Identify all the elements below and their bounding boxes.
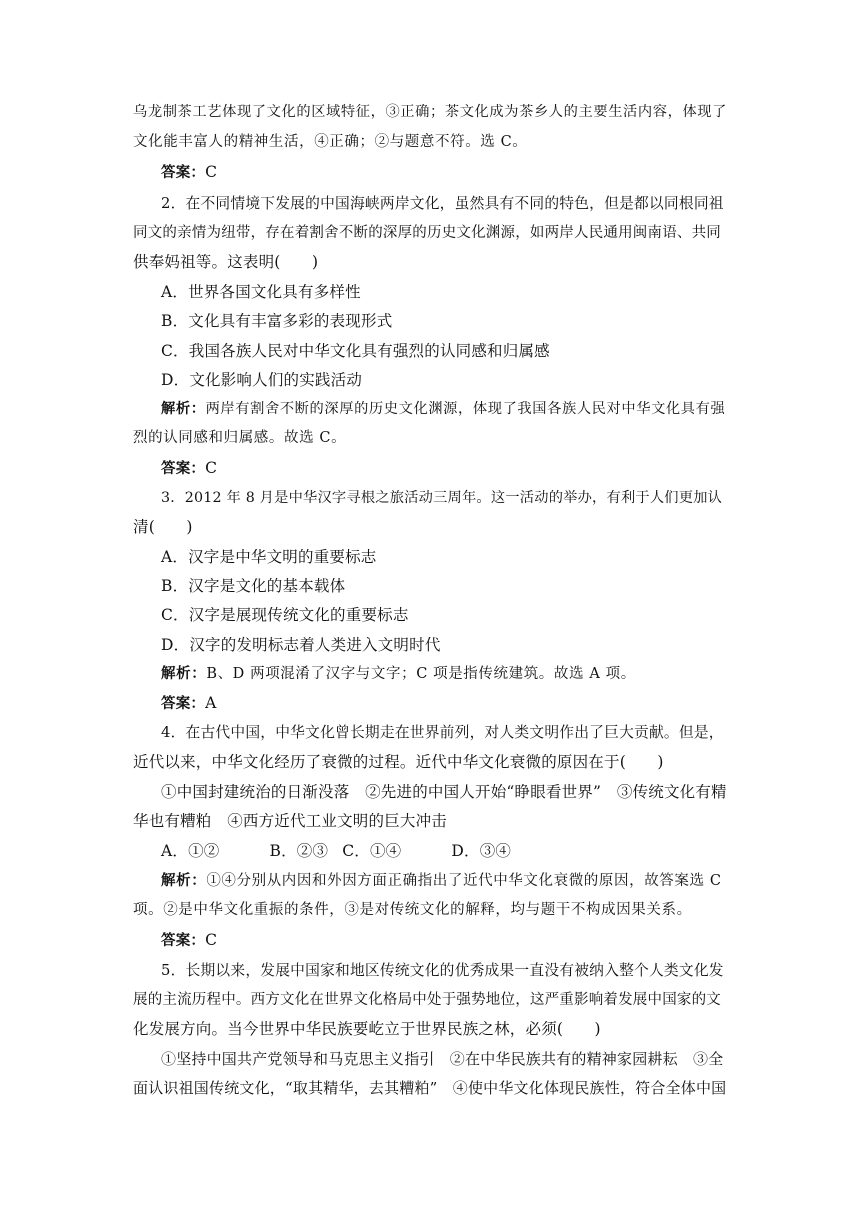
q4-analysis-line-2: 项。②是中华文化重振的条件，③是对传统文化的解释，均与题干不构成因果关系。 [133,902,692,918]
q2-stem-line-1: 2．在不同情境下发展的中国海峡两岸文化，虽然具有不同的特色，但是都以同根同祖 [161,195,724,212]
q4-items-line-1: ①中国封建统治的日渐没落 ②先进的中国人开始“睁眼看世界” ③传统文化有精 [161,783,727,801]
q3-stem-line-2: 清( ) [133,518,193,536]
answer-value: C [205,163,218,181]
answer-value: C [205,931,218,949]
q5-stem-line-2: 展的主流历程中。西方文化在世界文化格局中处于强势地位，这严重影响着发展中国家的文 [133,992,721,1008]
analysis-text: B、D 两项混淆了汉字与文字；C 项是指传统建筑。故选 A 项。 [206,666,636,682]
q2-option-b: B．文化具有丰富多彩的表现形式 [161,312,393,330]
q4-stem-line-2: 近代以来，中华文化经历了衰微的过程。近代中华文化衰微的原因在于( ) [133,753,664,771]
q3-stem-line-1: 3．2012 年 8 月是中华汉字寻根之旅活动三周年。这一活动的举办，有利于人们更加认 [161,490,723,506]
q3-option-a: A．汉字是中华文明的重要标志 [161,548,377,566]
q4-stem-line-1: 4．在古代中国，中华文化曾长期走在世界前列，对人类文明作出了巨大贡献。但是， [161,724,724,741]
answer-value: C [205,459,218,477]
q3-answer [161,692,217,715]
analysis-text: 两岸有割舍不断的深厚的历史文化渊源，体现了我国各族人民对中华文化具有强 [205,401,726,417]
answer-value: A [205,694,217,712]
answer-label: 答案： [161,933,206,949]
analysis-label: 解析： [161,666,207,682]
q4-items-line-2: 华也有糟粕 ④西方近代工业文明的巨大冲击 [133,812,448,830]
analysis-text: ①④分别从内因和外因方面正确指出了近代中华文化衰微的原因，故答案选 C [206,873,722,889]
q3-analysis-line-1 [161,663,636,685]
q2-option-c: C．我国各族人民对中华文化具有强烈的认同感和归属感 [161,342,550,360]
q2-stem-line-3: 供奉妈祖等。这表明( ) [133,253,319,271]
q5-items-line-2: 面认识祖国传统文化，“取其精华，去其糟粕” ④使中华文化体现民族性，符合全体中国 [133,1079,727,1097]
analysis-label: 解析： [161,401,206,417]
q1-answer [161,161,217,184]
analysis-label: 解析： [161,873,207,889]
q5-stem-line-1: 5．长期以来，发展中国家和地区传统文化的优秀成果一直没有被纳入整个人类文化发 [161,962,724,979]
q2-analysis-line-2: 烈的认同感和归属感。故选 C。 [133,430,347,446]
q4-answer [161,929,217,952]
q1-analysis-line-2: 文化能丰富人的精神生活，④正确；②与题意不符。选 C。 [133,134,528,150]
q4-option-c: C．①④ [342,842,402,860]
q4-analysis-line-1 [161,870,722,892]
q2-stem-line-2: 同文的亲情为纽带，存在着割舍不断的深厚的历史文化渊源，如两岸人民通用闽南语、共同 [133,225,721,241]
answer-label: 答案： [161,696,206,712]
q4-option-a: A．①② [161,842,220,860]
q4-option-d: D．③④ [451,842,512,860]
q2-option-a: A．世界各国文化具有多样性 [161,283,361,301]
q3-option-d: D．汉字的发明标志着人类进入文明时代 [161,636,441,654]
q1-analysis-line-1: 乌龙制茶工艺体现了文化的区域特征，③正确；茶文化成为茶乡人的主要生活内容，体现了 [133,104,728,120]
answer-label: 答案： [161,461,206,477]
q4-option-b: B．②③ [269,842,329,860]
answer-label: 答案： [161,165,206,181]
q5-items-line-1: ①坚持中国共产党领导和马克思主义指引 ②在中华民族共有的精神家园耕耘 ③全 [161,1050,724,1068]
q3-option-b: B．汉字是文化的基本载体 [161,577,346,595]
q3-option-c: C．汉字是展现传统文化的重要标志 [161,606,409,624]
q2-analysis-line-1 [161,398,725,420]
q5-stem-line-3: 化发展方向。当今世界中华民族要屹立于世界民族之林，必须( ) [133,1020,601,1038]
q2-answer [161,457,217,480]
q4-options [161,840,511,862]
q2-option-d: D．文化影响人们的实践活动 [161,371,363,389]
